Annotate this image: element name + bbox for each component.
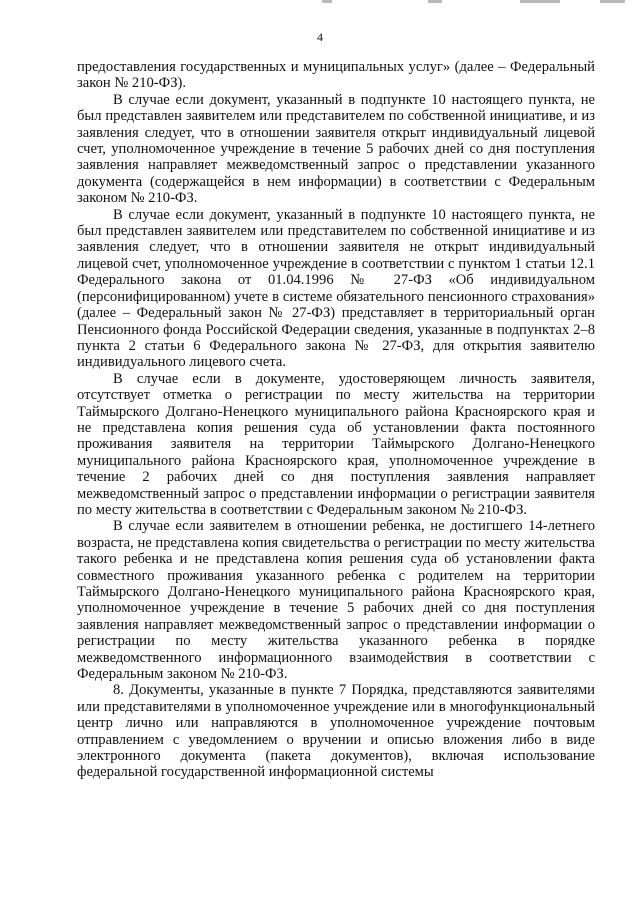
- paragraph-applicant-registration: В случае если в документе, удостоверяющем личность заявителя, отсутствует отметка о регистрации по месту жительства на территории Таймырского Долгано-Ненецкого муниципального района Красноярского края и не представлена копия решения суда об установлении факта постоянного проживания заявителя на территории Таймырского Долгано-Ненецкого муниципального района Красноярского края, уполномоченное учреждение в течение 2 рабочих дней со дня поступления заявления направляет межведомственный запрос о представлении информации о регистрации заявителя по месту жительства в соответствии с Федеральным законом № 210-ФЗ.: [77, 370, 595, 518]
- scan-artifact: [428, 0, 442, 3]
- scan-artifact: [322, 0, 332, 3]
- scan-artifact: [600, 0, 625, 3]
- document-body: [77, 59, 595, 781]
- scan-artifact: [520, 0, 560, 3]
- paragraph-child-registration: В случае если заявителем в отношении ребенка, не достигшего 14-летнего возраста, не представлена копия свидетельства о регистрации по месту жительства такого ребенка и не представлена копия решения суда об установлении факта совместного проживания указанного ребенка с родителем на территории Таймырского Долгано-Ненецкого муниципального района Красноярского края, уполномоченное учреждение в течение 5 рабочих дней со дня поступления заявления направляет межведомственный запрос о представлении информации о регистрации по месту жительства указанного ребенка в порядке межведомственного информационного взаимодействия в соответствии с Федеральным законом № 210-ФЗ.: [77, 518, 595, 683]
- paragraph-section-8: 8. Документы, указанные в пункте 7 Порядка, представляются заявителями или представителями в уполномоченное учреждение или в многофункциональный центр лично или направляются в уполномоченное учреждение почтовым отправлением с уведомлением о вручении и описью вложения либо в виде электронного документа (пакета документов), включая использование федеральной государственной информационной системы: [77, 682, 595, 781]
- page-number: 4: [317, 30, 323, 44]
- paragraph-individual-account-not-opened: В случае если документ, указанный в подпункте 10 настоящего пункта, не был представлен заявителем или представителем по собственной инициативе и из заявления следует, что в отношении заявителя не открыт индивидуальный лицевой счет, уполномоченное учреждение в соответствии с пунктом 1 статьи 12.1 Федерального закона от 01.04.1996 № 27-ФЗ «Об индивидуальном (персонифицированном) учете в системе обязательного пенсионного страхования» (далее – Федеральный закон № 27-ФЗ) представляет в территориальный орган Пенсионного фонда Российской Федерации сведения, указанные в подпунктах 2–8 пункта 2 статьи 6 Федерального закона № 27-ФЗ, для открытия заявителю индивидуального лицевого счета.: [77, 206, 595, 371]
- paragraph-individual-account-opened: В случае если документ, указанный в подпункте 10 настоящего пункта, не был представлен заявителем или представителем по собственной инициативе, и из заявления следует, что в отношении заявителя открыт индивидуальный лицевой счет, уполномоченное учреждение в течение 5 рабочих дней со дня поступления заявления направляет межведомственный запрос о представлении указанного документа (содержащейся в нем информации) в соответствии с Федеральным законом № 210-ФЗ.: [77, 91, 595, 207]
- paragraph-continuation: предоставления государственных и муниципальных услуг» (далее – Федеральный закон № 210-ФЗ).: [77, 59, 595, 92]
